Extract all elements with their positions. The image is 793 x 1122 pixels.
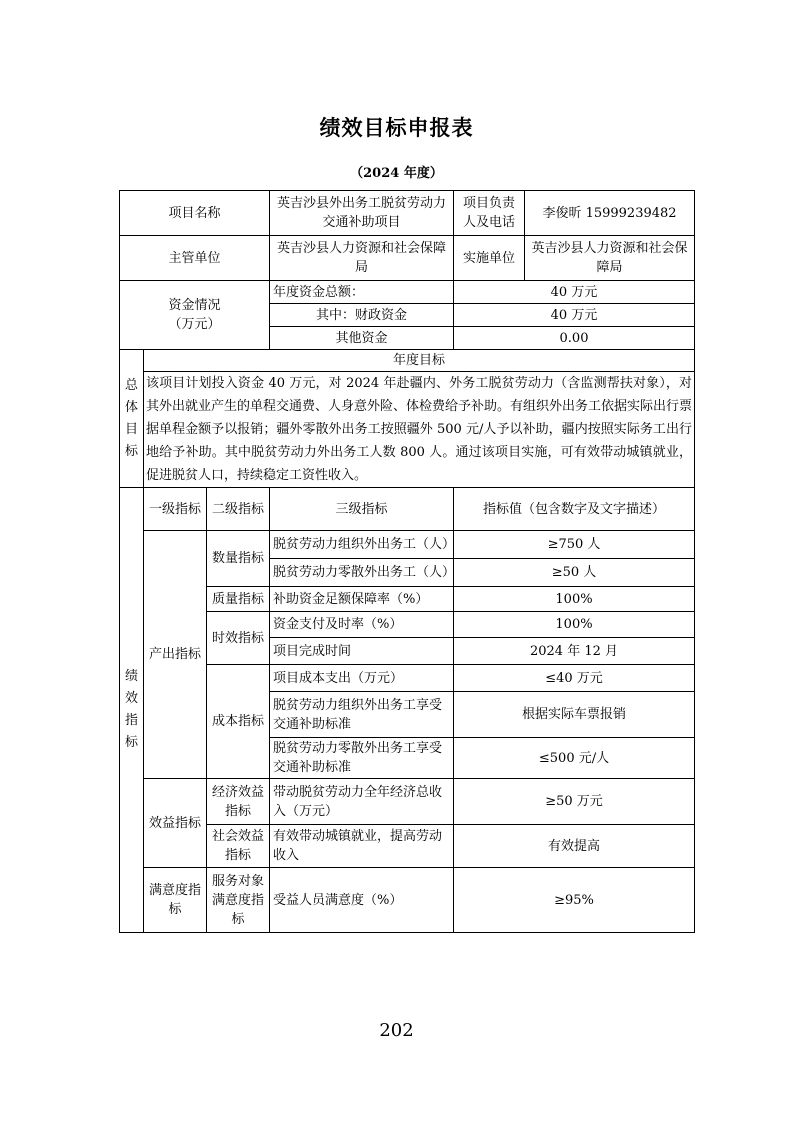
page-number: 202: [379, 1020, 414, 1041]
funds-fiscal-label: 其中：财政资金: [270, 304, 454, 327]
indicator-value: ≤40 万元: [454, 665, 695, 692]
economic-label: 经济效益指标: [207, 779, 270, 825]
indicator-name: 项目成本支出（万元）: [270, 665, 454, 692]
indicator-name: 补助资金足额保障率（%）: [270, 587, 454, 612]
indicator-name: 脱贫劳动力组织外出务工（人）: [270, 531, 454, 559]
quality-label: 质量指标: [207, 587, 270, 612]
header-level3: 三级指标: [270, 488, 454, 531]
performance-target-table: [119, 190, 695, 933]
indicator-value: ≥750 人: [454, 531, 695, 559]
indicator-name: 脱贫劳动力组织外出务工享受交通补助标准: [270, 692, 454, 738]
dept-value: 英吉沙县人力资源和社会保障局: [270, 236, 454, 281]
funds-total-value: 40 万元: [454, 281, 695, 304]
indicator-value: ≤500 元/人: [454, 738, 695, 779]
output-label: 产出指标: [144, 531, 207, 779]
indicators-side-label: 绩 效 指 标: [120, 488, 144, 933]
funds-other-value: 0.00: [454, 327, 695, 350]
dept-label: 主管单位: [120, 236, 270, 281]
header-level1: 一级指标: [144, 488, 207, 531]
indicator-name: 资金支付及时率（%）: [270, 612, 454, 638]
funds-label-line2: （万元）: [168, 317, 221, 332]
goal-side-label: 总 体 目 标: [120, 350, 144, 488]
benefit-label: 效益指标: [144, 779, 207, 868]
indicator-value: ≥50 万元: [454, 779, 695, 825]
quantity-label: 数量指标: [207, 531, 270, 587]
indicator-name: 项目完成时间: [270, 638, 454, 665]
report-year: （2024 年度）: [350, 166, 443, 181]
indicator-name: 带动脱贫劳动力全年经济总收入（万元）: [270, 779, 454, 825]
manager-label: 项目负责人及电话: [454, 191, 525, 236]
goal-text: 该项目计划投入资金 40 万元，对 2024 年赴疆内、外务工脱贫劳动力（含监测帮扶对象），对其外出就业产生的单程交通费、人身意外险、体检费给予补助。有组织外出务工依据实际出行票据单程金额予以报销；疆外零散外出务工按照疆外 500 元/人予以补助，疆内按照实际务工出行地给予补助。其中脱贫劳动力外出务工人数 800 人。通过该项目实施，可有效带动城镇就业，促进脱贫人口，持续稳定工资性收入。: [144, 372, 695, 488]
impl-value: 英吉沙县人力资源和社会保障局: [525, 236, 695, 281]
project-name-value: 英吉沙县外出务工脱贫劳动力交通补助项目: [270, 191, 454, 236]
indicator-value: 100%: [454, 612, 695, 638]
indicator-value: 100%: [454, 587, 695, 612]
indicator-value: ≥95%: [454, 868, 695, 933]
service-label: 服务对象满意度指标: [207, 868, 270, 933]
manager-value: 李俊昕 15999239482: [525, 191, 695, 236]
funds-label: [120, 281, 270, 350]
impl-label: 实施单位: [454, 236, 525, 281]
time-label: 时效指标: [207, 612, 270, 665]
project-name-label: 项目名称: [120, 191, 270, 236]
page-title: 绩效目标申报表: [319, 116, 474, 140]
funds-other-label: 其他资金: [270, 327, 454, 350]
indicator-value: 根据实际车票报销: [454, 692, 695, 738]
funds-fiscal-value: 40 万元: [454, 304, 695, 327]
indicator-value: 有效提高: [454, 825, 695, 868]
indicator-name: 有效带动城镇就业，提高劳动收入: [270, 825, 454, 868]
indicator-name: 脱贫劳动力零散外出务工（人）: [270, 559, 454, 587]
header-value: 指标值（包含数字及文字描述）: [454, 488, 695, 531]
funds-label-line1: 资金情况: [168, 298, 221, 313]
indicator-value: 2024 年 12 月: [454, 638, 695, 665]
funds-total-label: 年度资金总额：: [270, 281, 454, 304]
header-level2: 二级指标: [207, 488, 270, 531]
satisfaction-label: 满意度指标: [144, 868, 207, 933]
goal-header: 年度目标: [144, 350, 695, 372]
indicator-name: 脱贫劳动力零散外出务工享受交通补助标准: [270, 738, 454, 779]
indicator-name: 受益人员满意度（%）: [270, 868, 454, 933]
social-label: 社会效益指标: [207, 825, 270, 868]
cost-label: 成本指标: [207, 665, 270, 779]
indicator-value: ≥50 人: [454, 559, 695, 587]
